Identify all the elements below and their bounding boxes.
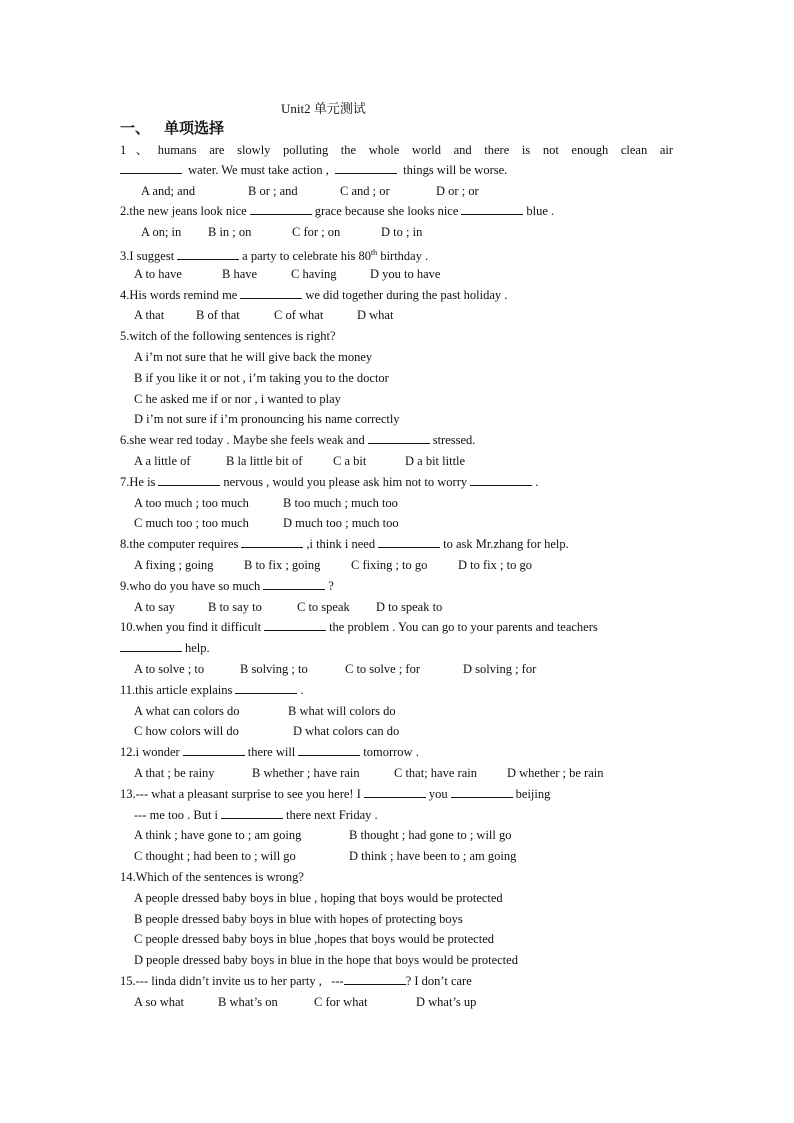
answer-blank: [241, 536, 303, 548]
option-c: C how colors will do: [134, 724, 239, 738]
option-d: D whether ; be rain: [507, 766, 604, 780]
question-text-part: the problem . You can go to your parents and teachers: [329, 620, 598, 634]
answer-blank: [235, 682, 297, 694]
answer-blank: [335, 162, 397, 174]
answer-blank: [298, 744, 360, 756]
question-text-part: birthday .: [377, 249, 429, 264]
option-b: B have: [222, 267, 258, 281]
question-text-part: there next Friday .: [286, 808, 378, 822]
answer-blank: [221, 807, 283, 819]
question-text-part: 7.He is: [120, 475, 156, 489]
question-13-reply: [134, 807, 378, 823]
option-b: B la little bit of: [226, 454, 303, 468]
answer-blank: [378, 536, 440, 548]
answer-blank: [177, 248, 239, 260]
option-b: B what’s on: [218, 995, 278, 1009]
question-text-part: 6.she wear red today . Maybe she feels weak and: [120, 433, 365, 447]
option-a: A and; and: [141, 184, 196, 198]
option-a: A fixing ; going: [134, 558, 214, 572]
option-a: A so what: [134, 995, 184, 1009]
question-text-part: ? I don’t care: [405, 974, 472, 988]
option-d: D what colors can do: [293, 724, 400, 738]
question-text-part: .: [300, 683, 304, 697]
option-d: D what’s up: [416, 995, 477, 1009]
question-text-part: nervous , would you please ask him not to worry: [223, 475, 468, 489]
option-b: B thought ; had gone to ; will go: [349, 828, 512, 842]
question-1-text-cont: [120, 162, 507, 178]
option-b: B people dressed baby boys in blue with hopes of protecting boys: [134, 912, 463, 926]
option-c: C for what: [314, 995, 368, 1009]
option-a: A to say: [134, 600, 175, 614]
question-3-text: [120, 245, 428, 264]
question-text-part: blue .: [526, 204, 555, 218]
question-text-part: beijing: [515, 787, 551, 801]
option-c: C fixing ; to go: [351, 558, 428, 572]
option-d: D solving ; for: [463, 662, 537, 676]
answer-blank: [263, 578, 325, 590]
option-b: B to fix ; going: [244, 558, 321, 572]
option-d: D to speak to: [376, 600, 443, 614]
question-text-part: you: [428, 787, 448, 801]
option-a: A that: [134, 308, 165, 322]
question-text-part: ,i think i need: [306, 537, 376, 551]
option-a: A people dressed baby boys in blue , hoping that boys would be protected: [134, 891, 503, 905]
question-text-part: 12.i wonder: [120, 745, 180, 759]
option-c: C for ; on: [292, 225, 341, 239]
option-b: B in ; on: [208, 225, 252, 239]
question-text-part: we did together during the past holiday .: [305, 288, 508, 302]
question-2-text: [120, 203, 554, 219]
question-13-text: [120, 786, 550, 802]
answer-blank: [461, 203, 523, 215]
question-text-part: --- me too . But i: [134, 808, 219, 822]
answer-blank: [364, 786, 426, 798]
option-a: A too much ; too much: [134, 496, 249, 510]
option-a: A i’m not sure that he will give back the money: [134, 350, 373, 364]
question-5-text: 5.witch of the following sentences is right?: [120, 329, 336, 343]
option-b: B if you like it or not , i’m taking you to the doctor: [134, 371, 389, 385]
option-d: D i’m not sure if i’m pronouncing his name correctly: [134, 412, 400, 426]
option-d: D much too ; much too: [283, 516, 399, 530]
option-c: C that; have rain: [394, 766, 477, 780]
question-text-part: 9.who do you have so much: [120, 579, 261, 593]
question-7-text: [120, 474, 538, 490]
question-text-part: tomorrow .: [363, 745, 419, 759]
question-text-part: 11.this article explains: [120, 683, 233, 697]
answer-blank: [120, 640, 182, 652]
question-text-part: 15.--- linda didn’t invite us to her party ,: [120, 974, 322, 988]
option-b: B or ; and: [248, 184, 298, 198]
question-text-part: things will be worse.: [403, 163, 508, 177]
option-d: D or ; or: [436, 184, 479, 198]
option-b: B too much ; much too: [283, 496, 398, 510]
option-c: C to solve ; for: [345, 662, 420, 676]
answer-blank: [183, 744, 245, 756]
question-text-part: 10.when you find it difficult: [120, 620, 262, 634]
answer-blank: [158, 474, 220, 486]
option-b: B of that: [196, 308, 240, 322]
answer-blank: [368, 432, 430, 444]
option-c: C thought ; had been to ; will go: [134, 849, 296, 863]
option-d: D to ; in: [381, 225, 423, 239]
option-d: D a bit little: [405, 454, 466, 468]
question-text-part: .: [535, 475, 539, 489]
answer-blank: [451, 786, 513, 798]
option-a: A on; in: [141, 225, 182, 239]
option-a: A that ; be rainy: [134, 766, 215, 780]
option-b: B what will colors do: [288, 704, 396, 718]
option-c: C he asked me if or nor , i wanted to play: [134, 392, 341, 406]
option-b: B solving ; to: [240, 662, 308, 676]
question-text-part: 3.I suggest: [120, 249, 175, 264]
question-10-text: [120, 619, 675, 635]
option-c: C and ; or: [340, 184, 390, 198]
question-6-text: [120, 432, 475, 448]
option-c: C much too ; too much: [134, 516, 249, 530]
question-text-part: ?: [328, 579, 334, 593]
page-title: Unit2 单元测试: [281, 101, 366, 116]
section-heading: [120, 117, 224, 138]
question-12-text: [120, 744, 419, 760]
option-c: C of what: [274, 308, 324, 322]
option-d: D people dressed baby boys in blue in the hope that boys would be protected: [134, 953, 518, 967]
answer-blank: [470, 474, 532, 486]
question-text-part: water. We must take action ,: [188, 163, 329, 177]
question-text-part: to ask Mr.zhang for help.: [443, 537, 569, 551]
option-a: A what can colors do: [134, 704, 240, 718]
option-a: A a little of: [134, 454, 191, 468]
question-text-part: 4.His words remind me: [120, 288, 238, 302]
answer-blank: [240, 287, 302, 299]
option-d: D to fix ; to go: [458, 558, 532, 572]
option-a: A to have: [134, 267, 182, 281]
question-text-part: stressed.: [432, 433, 476, 447]
section-title: 单项选择: [164, 119, 225, 137]
question-4-text: [120, 287, 507, 303]
question-11-text: [120, 682, 303, 698]
option-c: C a bit: [333, 454, 367, 468]
question-text-part: 8.the computer requires: [120, 537, 239, 551]
question-text-part: there will: [247, 745, 296, 759]
question-8-text: [120, 536, 569, 552]
answer-blank: [120, 162, 182, 174]
question-text-part: grace because she looks nice: [314, 204, 459, 218]
option-b: B to say to: [208, 600, 262, 614]
option-c: C people dressed baby boys in blue ,hopes that boys would be protected: [134, 932, 494, 946]
superscript: th: [370, 248, 378, 257]
question-14-text: 14.Which of the sentences is wrong?: [120, 870, 304, 884]
answer-blank: [250, 203, 312, 215]
question-text-part: ---: [331, 974, 344, 988]
answer-blank: [264, 619, 326, 631]
section-number: 一、: [120, 119, 151, 137]
option-a: A to solve ; to: [134, 662, 205, 676]
option-b: B whether ; have rain: [252, 766, 360, 780]
question-1-text: 1、humans are slowly polluting the whole world and there is not enough clean air: [120, 143, 673, 157]
question-text-part: 2.the new jeans look nice: [120, 204, 247, 218]
option-a: A think ; have gone to ; am going: [134, 828, 302, 842]
option-c: C having: [291, 267, 337, 281]
option-c: C to speak: [297, 600, 350, 614]
question-text-part: help.: [185, 641, 210, 655]
option-d: D what: [357, 308, 394, 322]
question-9-text: [120, 578, 334, 594]
question-10-text-cont: [120, 640, 210, 656]
question-text-part: a party to celebrate his 80: [242, 249, 371, 264]
question-15-text: [120, 973, 472, 989]
question-text-part: 13.--- what a pleasant surprise to see you here! I: [120, 787, 361, 801]
option-d: D you to have: [370, 267, 441, 281]
option-d: D think ; have been to ; am going: [349, 849, 517, 863]
answer-blank: [344, 973, 406, 985]
